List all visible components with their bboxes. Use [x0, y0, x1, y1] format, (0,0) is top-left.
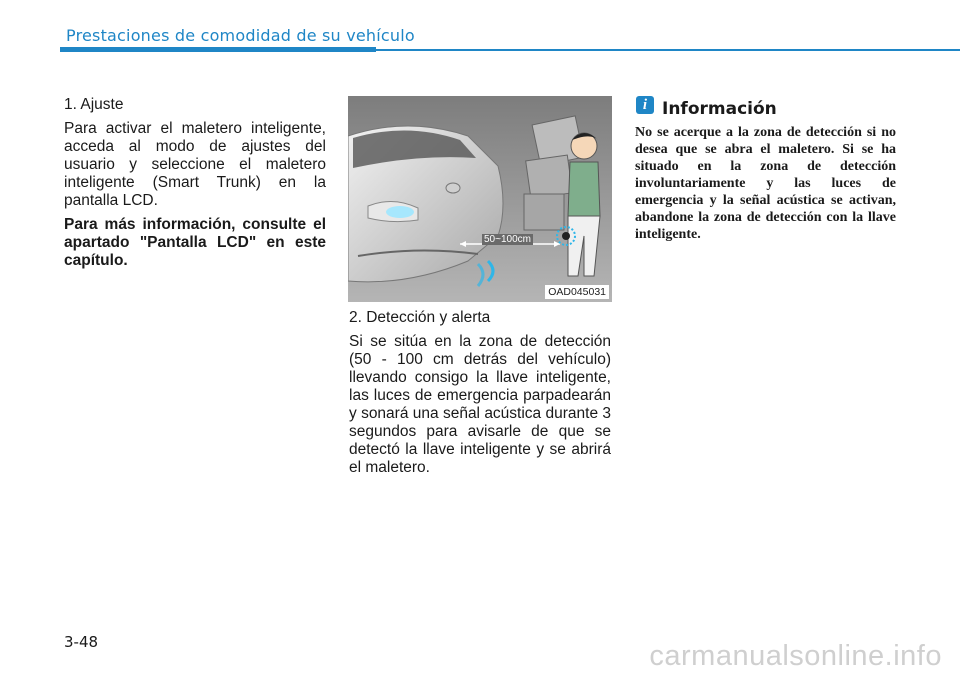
info-body: No se acerque a la zona de detección si no desea que se abra el maletero. Si se ha situado en la zona de detección involuntariamente y las luces de emergencia y la señal acústica se activan, abandone la zona de detección con la llave inteligente.: [635, 125, 896, 242]
adjust-body: Para activar el maletero inteligente, acceda al modo de ajustes del usuario y seleccione el maletero inteligente (Smart Trunk) en la pantalla LCD.: [64, 120, 326, 209]
figure-code: OAD045031: [545, 285, 609, 299]
column-adjust: [64, 96, 326, 276]
info-title: Información: [662, 99, 777, 119]
detection-heading: 2. Detección y alerta: [349, 309, 491, 326]
header-rule-thin: [376, 49, 960, 51]
column-detection: [349, 309, 611, 483]
section-header-title: Prestaciones de comodidad de su vehículo: [66, 26, 415, 45]
distance-label: 50~100cm: [484, 234, 531, 245]
header-rule-thick: [60, 47, 376, 52]
adjust-heading: 1. Ajuste: [64, 96, 124, 113]
smart-trunk-illustration: [348, 96, 612, 302]
watermark: carmanualsonline.info: [649, 640, 942, 672]
adjust-note: Para más información, consulte el apartado "Pantalla LCD" en este capítulo.: [64, 216, 326, 269]
illustration-drawing: [348, 96, 612, 302]
page-number: 3-48: [64, 633, 99, 651]
info-icon: i: [636, 96, 654, 114]
detection-body: Si se sitúa en la zona de detección (50 - 100 cm detrás del vehículo) llevando consigo la llave inteligente, las luces de emergencia parpadearán y sonará una señal acústica durante 3 segundos para avisarle de que se detectó la llave inteligente y se abrirá el maletero.: [349, 333, 611, 476]
